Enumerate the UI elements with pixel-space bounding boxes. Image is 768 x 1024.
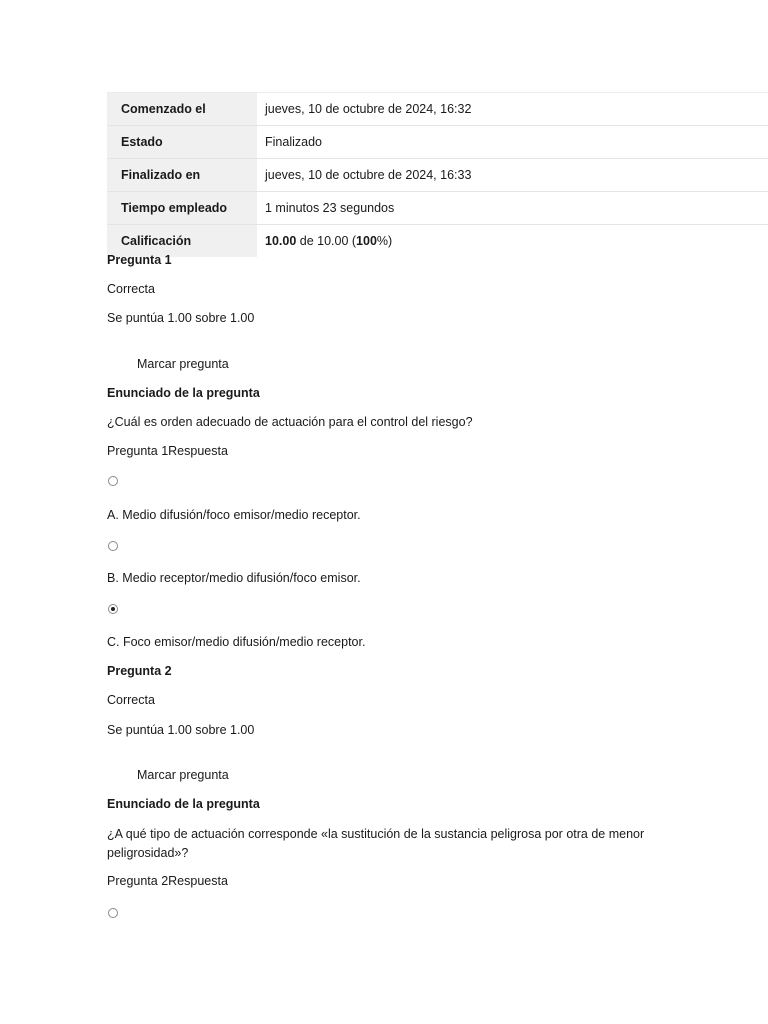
summary-label: Finalizado en (107, 159, 257, 192)
question-2-status: Correcta (107, 693, 155, 707)
question-1-score: Se puntúa 1.00 sobre 1.00 (107, 311, 255, 325)
question-1-answer-label: Pregunta 1Respuesta (107, 444, 228, 458)
question-1-stem-heading: Enunciado de la pregunta (107, 386, 260, 400)
summary-row-grade (107, 225, 768, 258)
question-1-status: Correcta (107, 282, 155, 296)
question-2-title: Pregunta 2 (107, 664, 172, 678)
question-2-score: Se puntúa 1.00 sobre 1.00 (107, 723, 255, 737)
summary-label: Comenzado el (107, 93, 257, 126)
summary-row-finished (107, 159, 768, 192)
grade-score: 10.00 (265, 234, 297, 248)
option-a-radio[interactable] (108, 476, 118, 486)
summary-label: Calificación (107, 225, 257, 258)
question-2-stem-heading: Enunciado de la pregunta (107, 797, 260, 811)
summary-value: jueves, 10 de octubre de 2024, 16:33 (257, 159, 768, 192)
grade-mid: de 10.00 ( (296, 234, 357, 248)
question-2-text: ¿A qué tipo de actuación corresponde «la sustitución de la sustancia peligrosa por otra de menor peligrosidad»? (107, 827, 645, 860)
option-b-radio[interactable] (108, 541, 118, 551)
summary-row-time (107, 192, 768, 225)
summary-value: Finalizado (257, 126, 768, 159)
question-2-answer-label: Pregunta 2Respuesta (107, 874, 228, 888)
question-1-title: Pregunta 1 (107, 253, 172, 267)
grade-percent: 100 (356, 234, 377, 248)
question-1-text: ¿Cuál es orden adecuado de actuación para el control del riesgo? (107, 415, 473, 429)
summary-row-started (107, 93, 768, 126)
attempt-summary-table (107, 92, 768, 257)
flag-question-1-button[interactable]: Marcar pregunta (137, 357, 229, 371)
flag-question-2-button[interactable]: Marcar pregunta (137, 768, 229, 782)
summary-value: 1 minutos 23 segundos (257, 192, 768, 225)
grade-end: %) (376, 234, 393, 248)
summary-row-state (107, 126, 768, 159)
question-2-option-radio[interactable] (108, 908, 118, 918)
summary-value: jueves, 10 de octubre de 2024, 16:32 (257, 93, 768, 126)
summary-label: Estado (107, 126, 257, 159)
option-b-label[interactable]: B. Medio receptor/medio difusión/foco emisor. (107, 571, 361, 585)
summary-label: Tiempo empleado (107, 192, 257, 225)
option-c-label[interactable]: C. Foco emisor/medio difusión/medio receptor. (107, 635, 366, 649)
grade-value (257, 225, 768, 258)
option-c-radio[interactable] (108, 604, 118, 614)
option-a-label[interactable]: A. Medio difusión/foco emisor/medio receptor. (107, 508, 361, 522)
